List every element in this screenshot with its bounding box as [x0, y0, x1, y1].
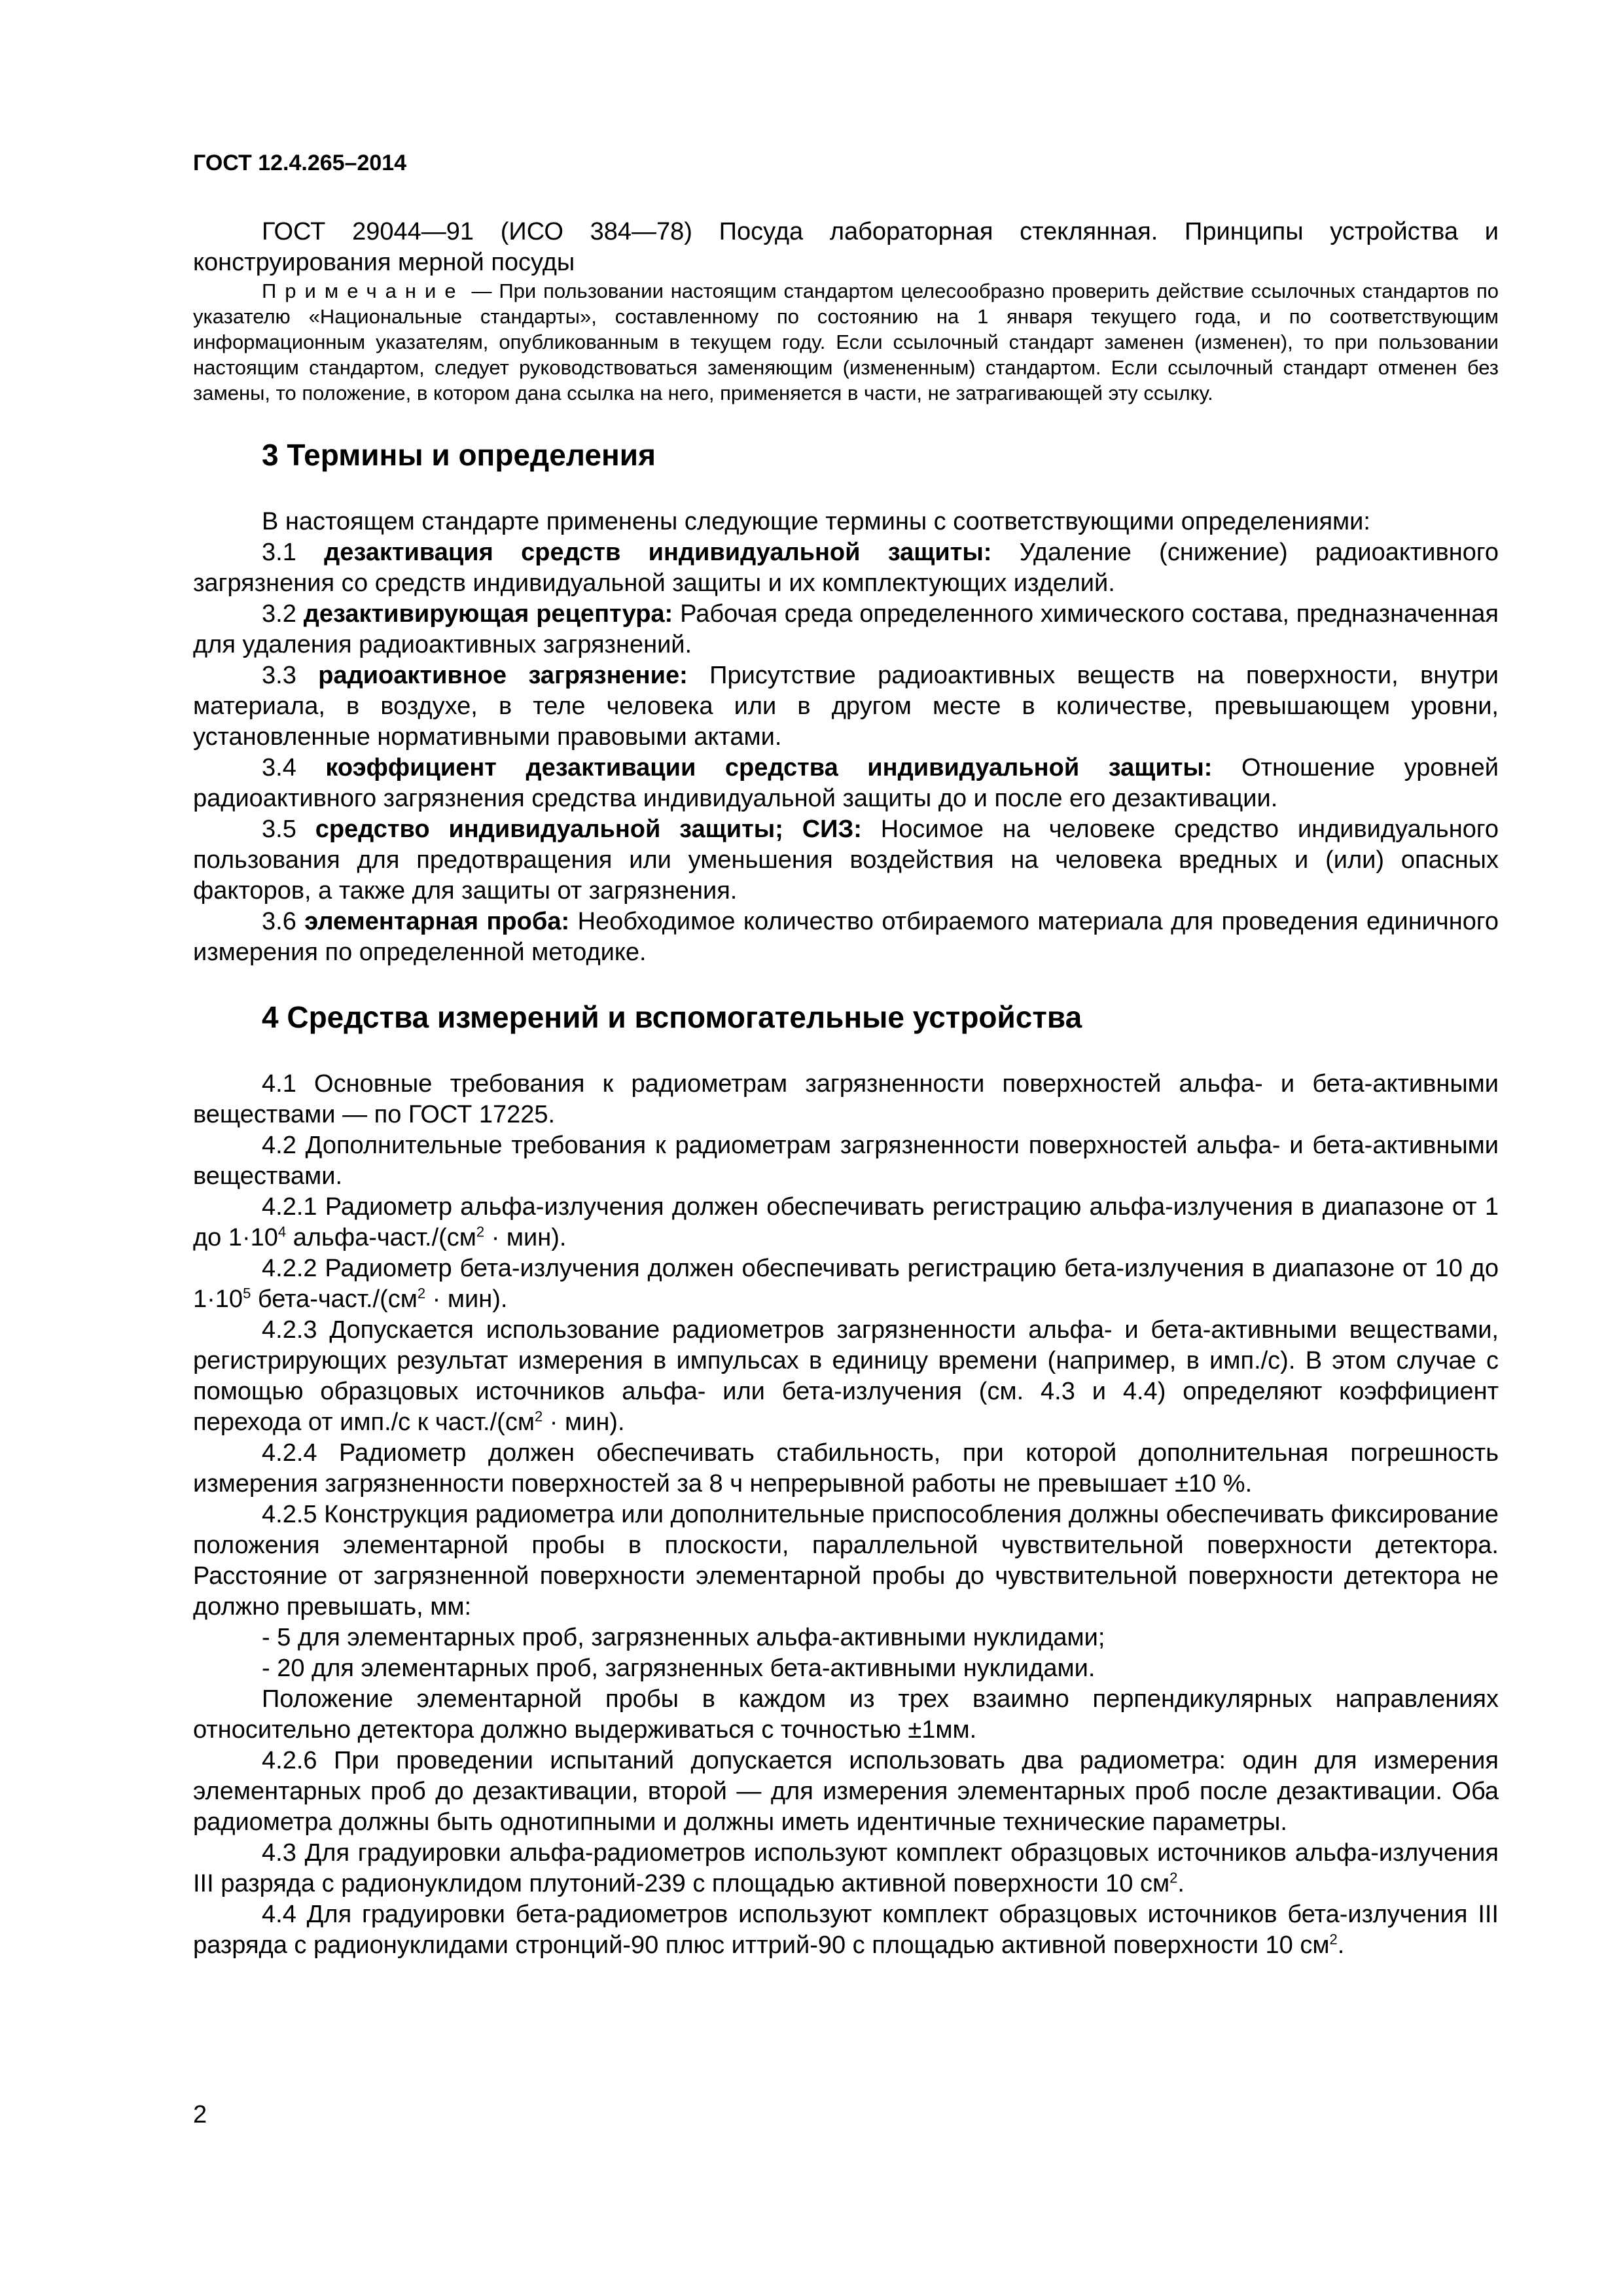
clause-4-2-2: [193, 1253, 1499, 1315]
term-number: 3.6: [262, 908, 296, 935]
reference-title: Посуда лабораторная стеклянная. Принципы устройства и конструирования мерной посуды: [193, 218, 1499, 276]
exponent: 5: [243, 1285, 251, 1302]
term-definition: Удаление (снижение) радиоактивного загрязнения со средств индивидуальной защиты и их комплектующих изделий.: [193, 539, 1499, 597]
section-3-intro: В настоящем стандарте применены следующие термины с соответствующими определениями:: [262, 508, 1370, 535]
term-definition: Необходимое количество отбираемого материала для проведения единичного измерения по определенной методике.: [193, 908, 1499, 966]
exponent: 2: [534, 1408, 543, 1425]
clause-text: 4.2.3 Допускается использование радиометров загрязненности альфа- и бета-активными веществами, регистрирующих результат измерения в импульсах в единицу времени (например, в имп./с). В этом случае с помощью образцовых источников альфа- или бета-излучения (см. 4.3 и 4.4) определяют коэффициент перехода от имп./с к част./(см: [193, 1316, 1499, 1436]
note-label: Примечание: [262, 279, 465, 302]
clause-text: 4.4 Для градуировки бета-радиометров используют комплект образцовых источников бета-излучения III разряда с радионуклидами стронций-90 плюс иттрий-90 с площадью активной поверхности 10 см: [193, 1901, 1499, 1959]
note-paragraph: [193, 278, 1499, 406]
clause-text: · мин).: [425, 1285, 508, 1313]
list-item: - 5 для элементарных проб, загрязненных альфа-активными нуклидами;: [262, 1624, 1105, 1651]
clause-text: 4.3 Для градуировки альфа-радиометров используют комплект образцовых источников альфа-излучения III разряда с радионуклидом плутоний-239 с площадью активной поверхности 10 см: [193, 1839, 1499, 1897]
term-number: 3.3: [262, 662, 296, 689]
exponent: 2: [476, 1223, 485, 1240]
term-3-6: [193, 906, 1499, 968]
reference-code: ГОСТ 29044—91 (ИСО 384—78): [262, 218, 692, 245]
clause-text: 4.2.1 Радиометр альфа-излучения должен обеспечивать регистрацию альфа-излучения в диапазоне от 1 до 1·10: [193, 1193, 1499, 1251]
document-page: [193, 151, 1499, 1961]
exponent: 2: [1329, 1931, 1338, 1948]
document-header: ГОСТ 12.4.265–2014: [193, 151, 407, 175]
note-text: — При пользовании настоящим стандартом целесообразно проверить действие ссылочных стандартов по указателю «Национальные стандарты», составленному по состоянию на 1 января текущего года, и по соответствующим информационным указателям, опубликованным в текущем году. Если ссылочный стандарт заменен (изменен), то при пользовании настоящим стандартом, следует руководствоваться заменяющим (измененным) стандартом. Если ссылочный стандарт отменен без замены, то положение, в котором дана ссылка на него, применяется в части, не затрагивающей эту ссылку.: [193, 279, 1499, 404]
term-3-1: [193, 537, 1499, 599]
term-3-4: [193, 753, 1499, 814]
clause-4-2-1: [193, 1192, 1499, 1253]
clause-text: .: [1177, 1870, 1185, 1897]
term-definition: Носимое на человеке средство индивидуального пользования для предотвращения или уменьшения воздействия на человека вредных и (или) опасных факторов, а также для защиты от загрязнения.: [193, 816, 1499, 905]
term-definition: Рабочая среда определенного химического состава, предназначенная для удаления радиоактивных загрязнений.: [193, 600, 1499, 658]
exponent: 4: [277, 1223, 287, 1240]
term-name: элементарная проба:: [304, 908, 570, 935]
term-3-2: [193, 599, 1499, 660]
clause-4-3: [193, 1838, 1499, 1899]
clause-text: альфа-част./(см: [286, 1224, 476, 1251]
term-name: дезактивирующая рецептура:: [303, 600, 673, 628]
exponent: 2: [1169, 1869, 1178, 1886]
exponent: 2: [417, 1285, 426, 1302]
clause-4-1: 4.1 Основные требования к радиометрам загрязненности поверхностей альфа- и бета-активными веществами — по ГОСТ 17225.: [193, 1070, 1499, 1128]
clause-4-2-5: 4.2.5 Конструкция радиометра или дополнительные приспособления должны обеспечивать фиксирование положения элементарной пробы в плоскости, параллельной чувствительной поверхности детектора. Расстояние от загрязненной поверхности элементарной пробы до чувствительной поверхности детектора не должно превышать, мм:: [193, 1501, 1499, 1621]
term-number: 3.2: [262, 600, 296, 628]
section-3-title: 3 Термины и определения: [262, 438, 656, 472]
term-definition: Присутствие радиоактивных веществ на поверхности, внутри материала, в воздухе, в теле человека или в другом месте в количестве, превышающем уровни, установленные нормативными правовыми актами.: [193, 662, 1499, 751]
clause-4-4: [193, 1899, 1499, 1961]
clause-text: бета-част./(см: [251, 1285, 418, 1313]
clause-text: · мин).: [484, 1224, 567, 1251]
normative-reference: [193, 217, 1499, 278]
clause-4-2-6: 4.2.6 При проведении испытаний допускается использовать два радиометра: один для измерения элементарных проб до дезактивации, второй — для измерения элементарных проб после дезактивации. Оба радиометра должны быть однотипными и должны иметь идентичные технические параметры.: [193, 1747, 1499, 1836]
term-number: 3.4: [262, 754, 296, 781]
term-3-5: [193, 814, 1499, 906]
term-number: 3.5: [262, 816, 296, 843]
term-name: средство индивидуальной защиты; СИЗ:: [315, 816, 862, 843]
clause-text: .: [1337, 1931, 1345, 1959]
clause-text: · мин).: [543, 1408, 625, 1436]
term-name: дезактивация средств индивидуальной защиты:: [324, 539, 992, 566]
page-number: 2: [193, 2101, 207, 2128]
clause-4-2: 4.2 Дополнительные требования к радиометрам загрязненности поверхностей альфа- и бета-активными веществами.: [193, 1132, 1499, 1190]
clause-text: 4.2.2 Радиометр бета-излучения должен обеспечивать регистрацию бета-излучения в диапазоне от 10 до 1·10: [193, 1255, 1499, 1313]
term-definition: Отношение уровней радиоактивного загрязнения средства индивидуальной защиты до и после его дезактивации.: [193, 754, 1499, 812]
position-paragraph: Положение элементарной пробы в каждом из трех взаимно перпендикулярных направлениях относительно детектора должно выдерживаться с точностью ±1мм.: [193, 1685, 1499, 1744]
clause-4-2-3: [193, 1315, 1499, 1438]
section-4-title: 4 Средства измерений и вспомогательные устройства: [262, 1000, 1082, 1034]
term-name: коэффициент дезактивации средства индивидуальной защиты:: [325, 754, 1213, 781]
clause-4-2-4: 4.2.4 Радиометр должен обеспечивать стабильность, при которой дополнительная погрешность измерения загрязненности поверхностей за 8 ч непрерывной работы не превышает ±10 %.: [193, 1439, 1499, 1498]
term-3-3: [193, 660, 1499, 753]
list-item: - 20 для элементарных проб, загрязненных бета-активными нуклидами.: [262, 1655, 1096, 1682]
term-number: 3.1: [262, 539, 296, 566]
term-name: радиоактивное загрязнение:: [318, 662, 688, 689]
